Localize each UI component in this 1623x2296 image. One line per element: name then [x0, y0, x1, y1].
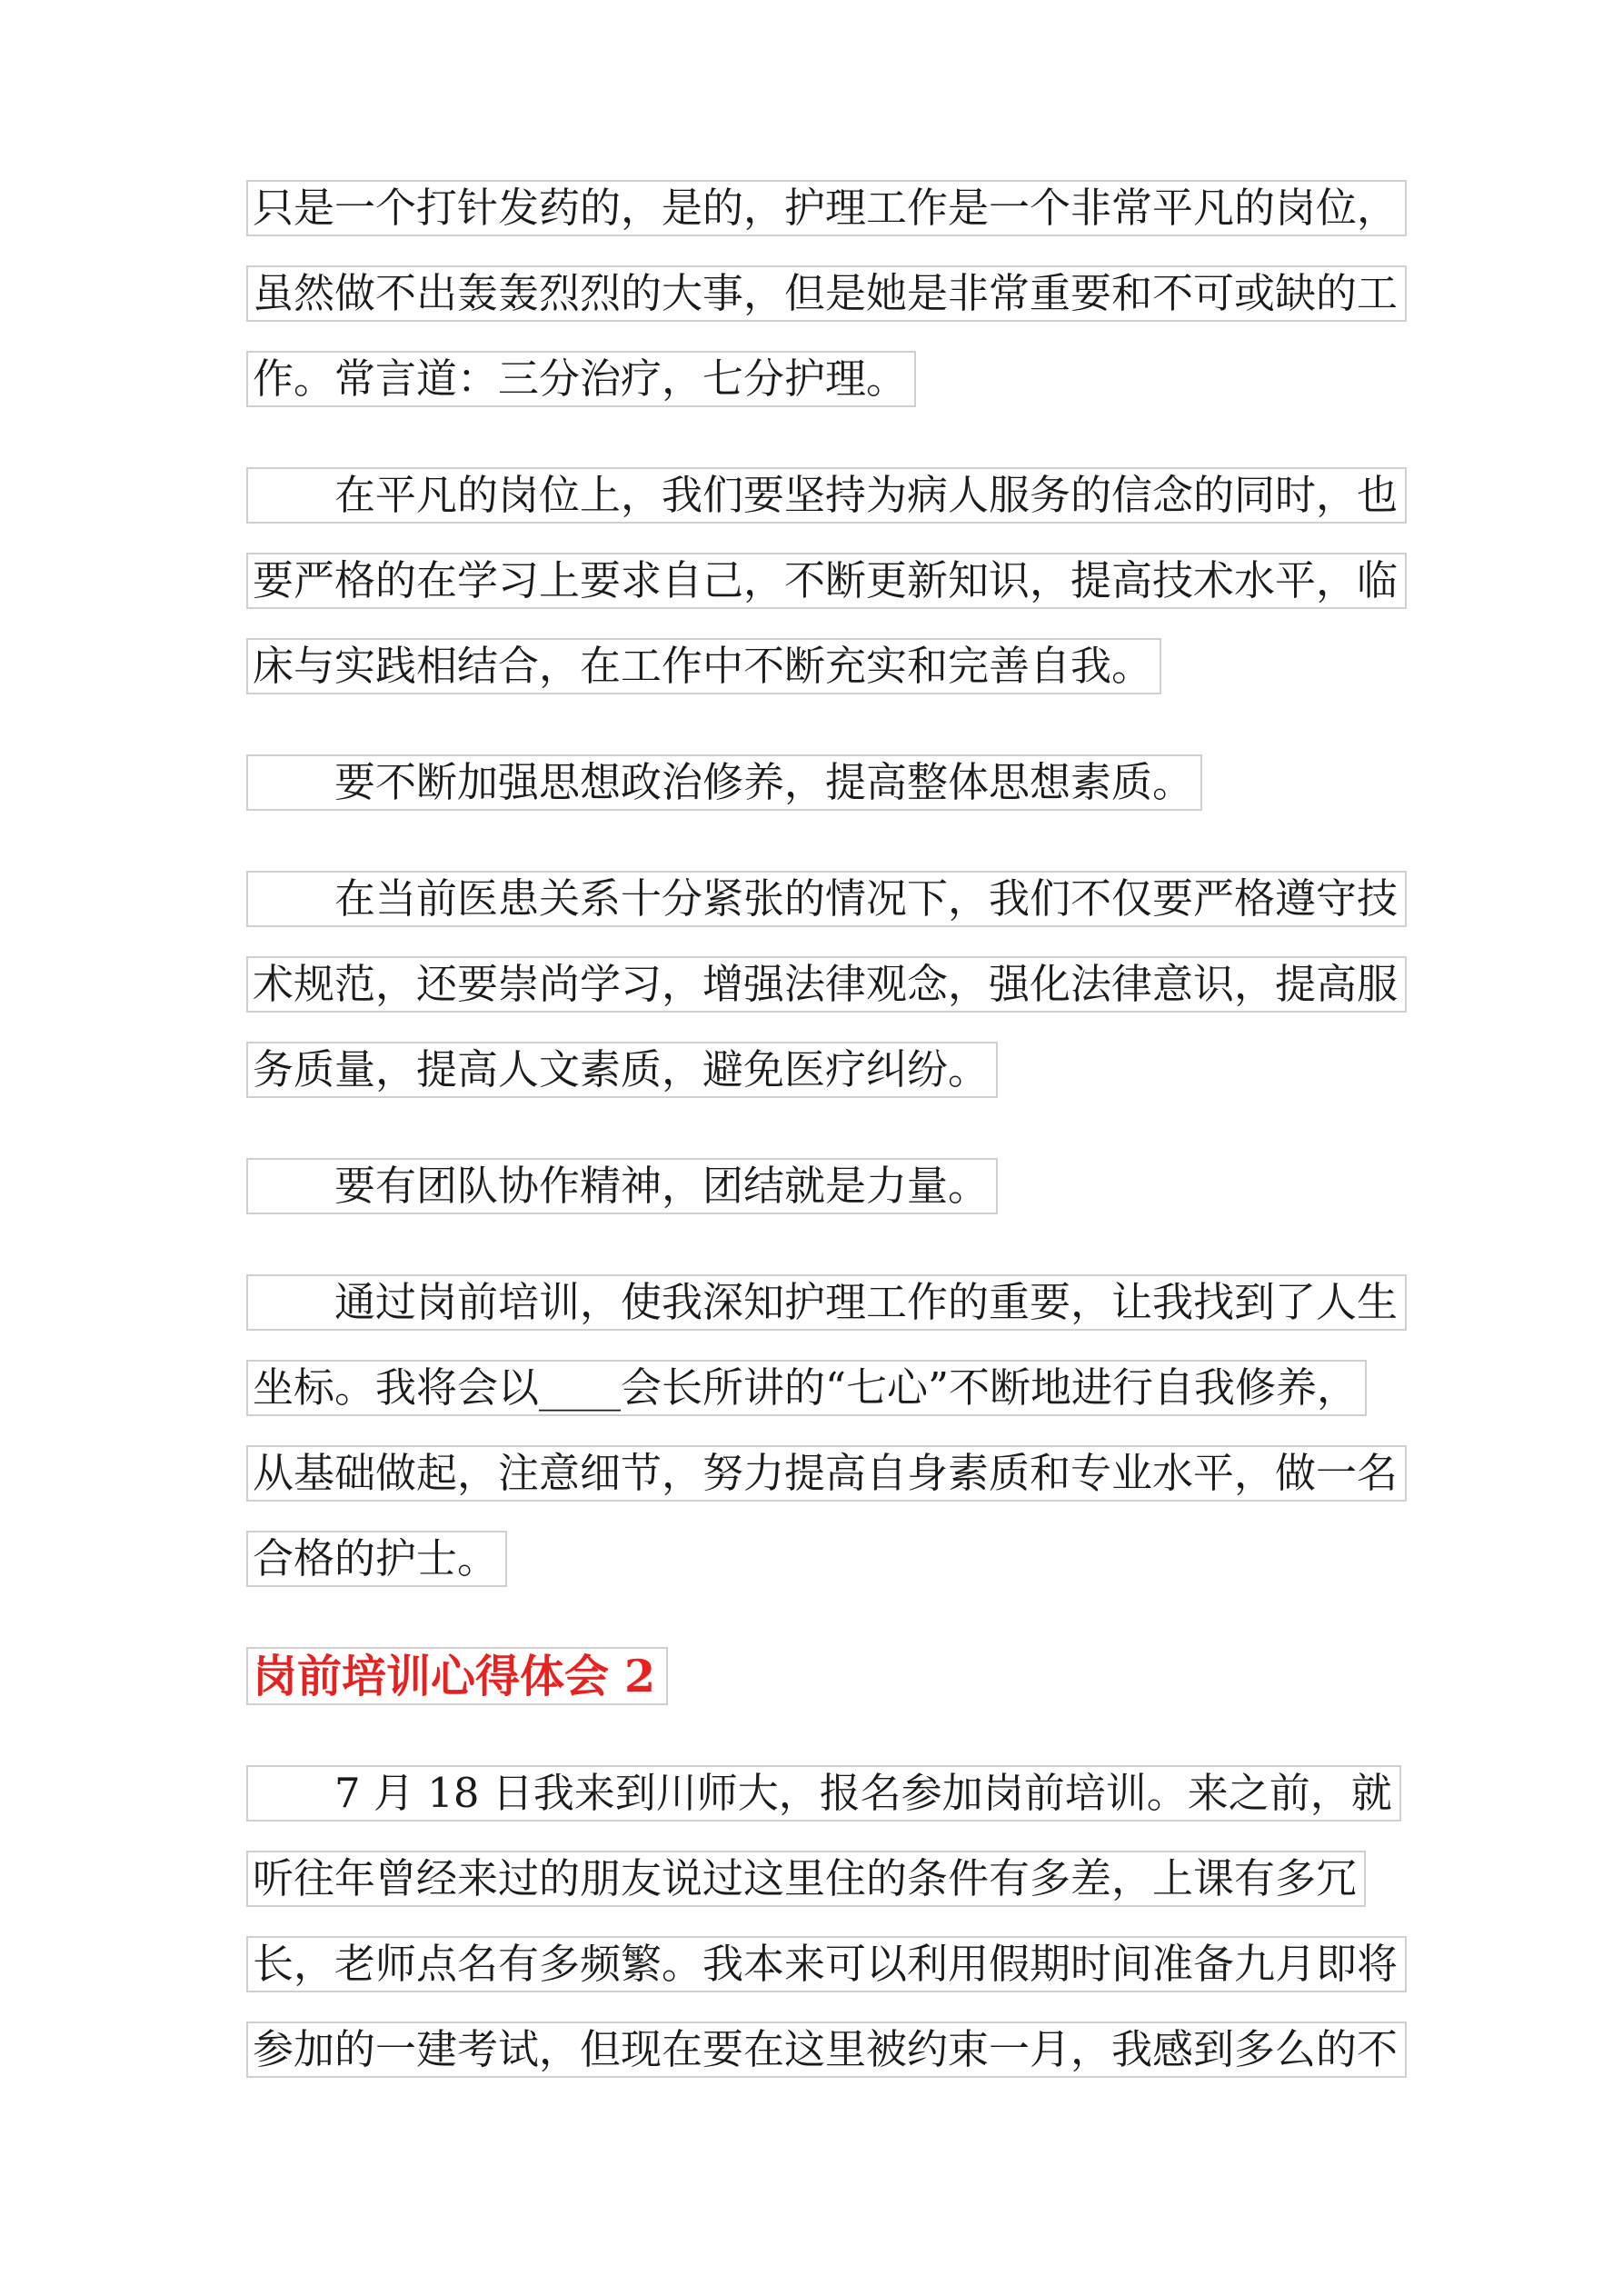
paragraph — [246, 1765, 1623, 2107]
text-line: 在当前医患关系十分紧张的情况下，我们不仅要严格遵守技 — [246, 871, 1407, 927]
text-line: 合格的护士。 — [246, 1531, 507, 1587]
text-line: 要有团队协作精神，团结就是力量。 — [246, 1158, 998, 1214]
paragraph — [246, 180, 1623, 436]
paragraph — [246, 467, 1623, 724]
section-heading: 岗前培训心得体会 2 — [246, 1647, 668, 1705]
text-line: 只是一个打针发药的，是的，护理工作是一个非常平凡的岗位， — [246, 180, 1407, 236]
text-line: 要不断加强思想政治修养，提高整体思想素质。 — [246, 754, 1202, 811]
text-line: 通过岗前培训，使我深知护理工作的重要，让我找到了人生 — [246, 1274, 1407, 1331]
text-line: 长，老师点名有多频繁。我本来可以利用假期时间准备九月即将 — [246, 1936, 1407, 1992]
text-line: 要严格的在学习上要求自己，不断更新知识，提高技术水平，临 — [246, 553, 1407, 609]
paragraph — [246, 754, 1623, 840]
text-line: 床与实践相结合，在工作中不断充实和完善自我。 — [246, 638, 1161, 694]
paragraph — [246, 1274, 1623, 1616]
text-line: 听往年曾经来过的朋友说过这里住的条件有多差，上课有多冗 — [246, 1851, 1366, 1907]
paragraph — [246, 1158, 1623, 1243]
text-line: 从基础做起，注意细节，努力提高自身素质和专业水平，做一名 — [246, 1445, 1407, 1502]
text-line: 务质量，提高人文素质，避免医疗纠纷。 — [246, 1042, 998, 1098]
text-line: 在平凡的岗位上，我们要坚持为病人服务的信念的同时，也 — [246, 467, 1407, 524]
text-line: 作。常言道：三分治疗，七分护理。 — [246, 351, 916, 407]
section-heading-block — [246, 1647, 1623, 1734]
text-line: 7 月 18 日我来到川师大，报名参加岗前培训。来之前，就 — [246, 1765, 1401, 1822]
text-line: 参加的一建考试，但现在要在这里被约束一月，我感到多么的不 — [246, 2021, 1407, 2078]
text-line: 术规范，还要崇尚学习，增强法律观念，强化法律意识，提高服 — [246, 956, 1407, 1013]
text-line: 虽然做不出轰轰烈烈的大事，但是她是非常重要和不可或缺的工 — [246, 265, 1407, 322]
paragraph — [246, 871, 1623, 1127]
text-line: 坐标。我将会以____会长所讲的“七心”不断地进行自我修养， — [246, 1360, 1367, 1416]
